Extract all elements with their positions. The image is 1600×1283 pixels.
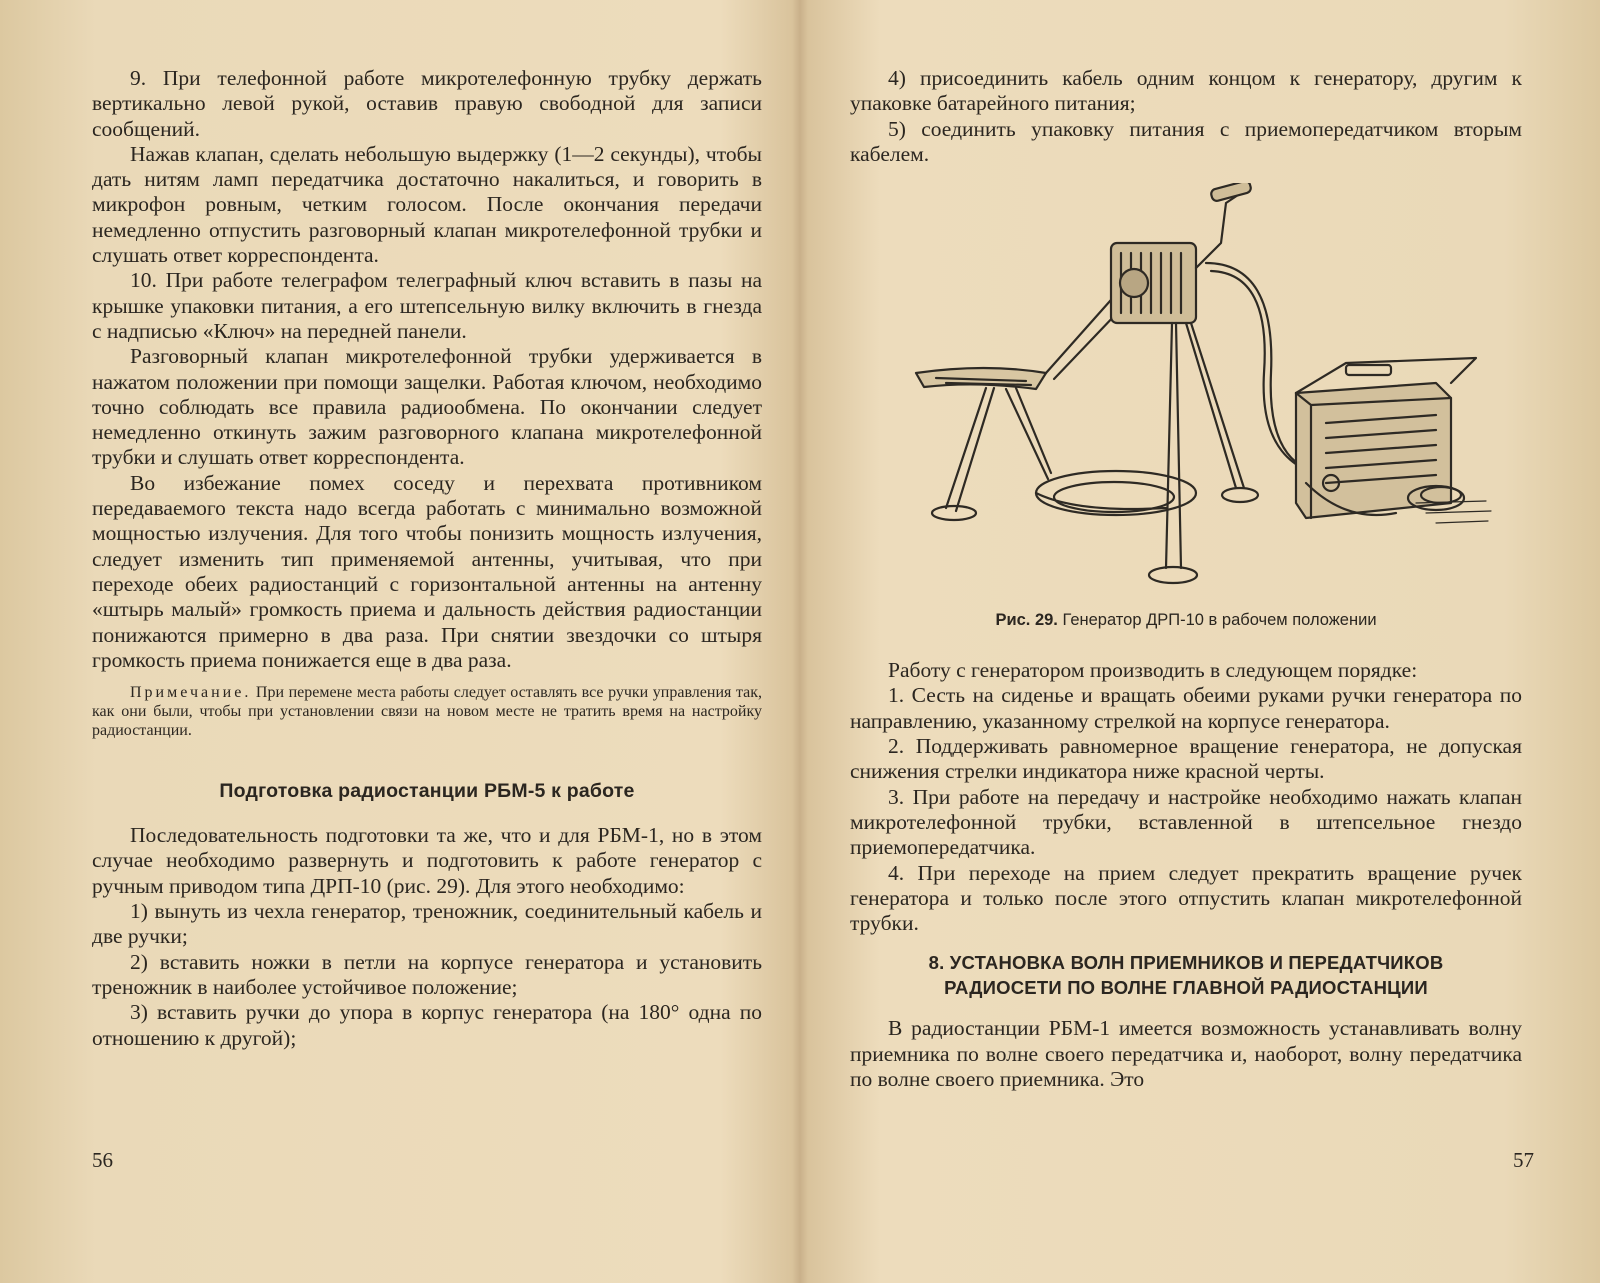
paragraph: Работу с генератором производить в следующем порядке:	[888, 658, 1418, 683]
caption-text: Генератор ДРП-10 в рабочем положении	[1062, 611, 1377, 630]
paragraph: Нажав клапан, сделать небольшую выдержку (1—2 секунды), чтобы дать нитям ламп передатчика достаточно накалиться, и говорить в микрофон ровным, четким голосом. После окончания передачи немедленно отпустить разговорный клапан микротелефонной трубки и слушать ответ корреспондента.	[92, 141, 762, 268]
list-item: 2) вставить ножки в петли на корпусе генератора и установить треножник в наиболее устойчивое положение;	[92, 949, 762, 999]
section-title-line-1: 8. УСТАНОВКА ВОЛН ПРИЕМНИКОВ И ПЕРЕДАТЧИКОВ	[928, 952, 1444, 974]
paragraph: В радиостанции РБМ-1 имеется возможность устанавливать волну приемника по волне своего передатчика и, наоборот, волну передатчика по волне своего приемника. Это	[850, 1016, 1522, 1092]
list-item: 1) вынуть из чехла генератор, треножник, соединительный кабель и две ручки;	[92, 899, 762, 949]
paragraph: Последовательность подготовки та же, что и для РБМ-1, но в этом случае необходимо развернуть и подготовить к работе генератор с ручным приводом типа ДРП-10 (рис. 29). Для этого необходимо:	[92, 823, 762, 898]
generator-illustration	[876, 183, 1496, 603]
list-item: 2. Поддерживать равномерное вращение генератора, не допуская снижения стрелки индикатора ниже красной черты.	[850, 734, 1522, 784]
list-item: 4. При переходе на прием следует прекратить вращение ручек генератора и только после этого отпустить клапан микротелефонной трубки.	[850, 860, 1522, 936]
caption-label: Рис. 29.	[995, 611, 1058, 630]
note-text: При перемене места работы следует оставлять все ручки управления так, как они были, чтобы при установлении связи на новом месте не тратить время на настройку радиостанции.	[92, 684, 763, 740]
right-page	[800, 0, 1600, 1283]
list-item: 3. При работе на передачу и настройке необходимо нажать клапан микротелефонной трубки, вставленной в штепсельное гнездо приемопередатчика.	[850, 784, 1522, 860]
note-label: Примечание.	[130, 684, 252, 702]
page-number: 56	[92, 1148, 113, 1172]
list-item: 1. Сесть на сиденье и вращать обеими руками ручки генератора по направлению, указанному стрелкой на корпусе генератора.	[850, 683, 1522, 733]
paragraph: Разговорный клапан микротелефонной трубки удерживается в нажатом положении при помощи защелки. Работая ключом, необходимо точно соблюдать все правила радиообмена. По окончании следует немедленно откинуть зажим разговорного клапана микротелефонной трубки и слушать ответ корреспондента.	[92, 344, 762, 470]
paragraph: 10. При работе телеграфом телеграфный ключ вставить в пазы на крышке упаковки питания, а его штепсельную вилку включить в гнезда с надписью «Ключ» на передней панели.	[92, 268, 762, 343]
section-title: Подготовка радиостанции РБМ-5 к работе	[219, 780, 635, 803]
figure-caption	[850, 611, 1522, 630]
list-item: 4) присоединить кабель одним концом к генератору, другим к упаковке батарейного питания;	[850, 66, 1522, 116]
list-item: 3) вставить ручки до упора в корпус генератора (на 180° одна по отношению к другой);	[92, 1000, 762, 1050]
page-number: 57	[1513, 1148, 1534, 1172]
section-title-line-2: РАДИОСЕТИ ПО ВОЛНЕ ГЛАВНОЙ РАДИОСТАНЦИИ	[944, 977, 1428, 999]
list-item: 5) соединить упаковку питания с приемопередатчиком вторым кабелем.	[850, 116, 1522, 166]
section-title-2	[850, 950, 1522, 1000]
paragraph: Во избежание помех соседу и перехвата противником передаваемого текста надо всегда работать с минимально возможной мощностью излучения. Для того чтобы понизить мощность излучения, следует изменить тип применяемой антенны, учитывая, что при переходе обеих радиостанций с горизонтальной антенны на антенну «штырь малый» громкость приема и дальность действия радиостанции понижаются примерно в два раза. При снятии звездочки со штыря громкость приема понижается еще в два раза.	[92, 470, 762, 672]
paragraph: 9. При телефонной работе микротелефонную трубку держать вертикально левой рукой, оставив правую свободной для записи сообщений.	[92, 66, 762, 141]
note	[92, 683, 762, 740]
